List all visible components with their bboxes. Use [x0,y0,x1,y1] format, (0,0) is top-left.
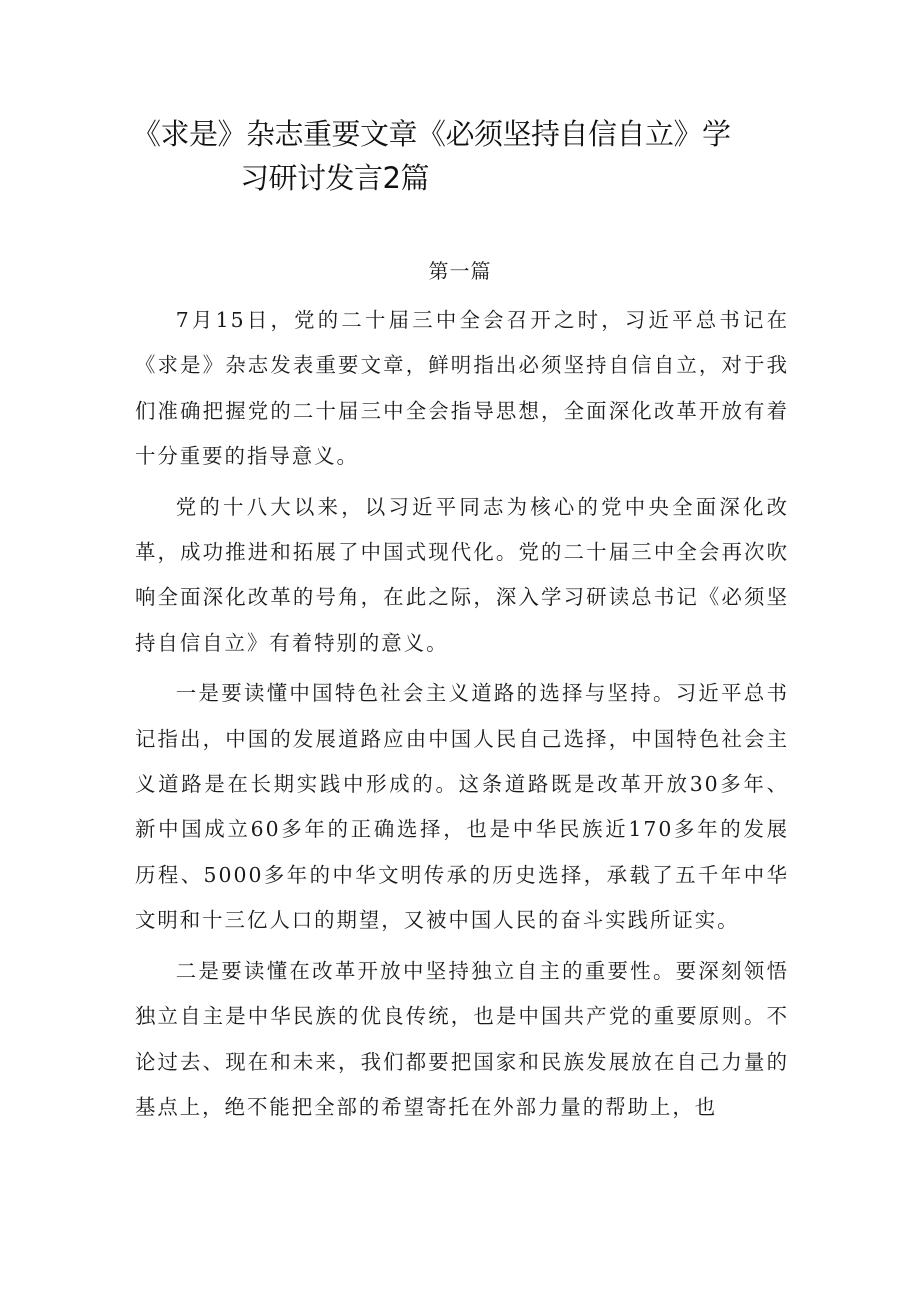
paragraph: 一是要读懂中国特色社会主义道路的选择与坚持。习近平总书记指出，中国的发展道路应由中国人民自己选择，中国特色社会主义道路是在长期实践中形成的。这条道路既是改革开放30多年、新中国成立60多年的正确选择，也是中华民族近170多年的发展历程、5000多年的中华文明传承的历史选择，承载了五千年中华文明和十三亿人口的期望，又被中国人民的奋斗实践所证实。 [135,681,789,933]
paragraph: 党的十八大以来，以习近平同志为核心的党中央全面深化改革，成功推进和拓展了中国式现代化。党的二十届三中全会再次吹响全面深化改革的号角，在此之际，深入学习研读总书记《必须坚持自信自立》有着特别的意义。 [135,494,789,655]
paragraph: 二是要读懂在改革开放中坚持独立自主的重要性。要深刻领悟独立自主是中华民族的优良传统，也是中国共产党的重要原则。不论过去、现在和未来，我们都要把国家和民族发展放在自己力量的基点上，绝不能把全部的希望寄托在外部力量的帮助上，也 [135,958,789,1119]
title-line-1: 《求是》杂志重要文章《必须坚持自信自立》学 [132,117,731,151]
title-line-2: 习研讨发言2篇 [240,161,429,195]
section-heading: 第一篇 [428,259,492,283]
document-body [135,298,789,1130]
document-title [132,112,804,200]
paragraph: 7月15日，党的二十届三中全会召开之时，习近平总书记在《求是》杂志发表重要文章，鲜明指出必须坚持自信自立，对于我们准确把握党的二十届三中全会指导思想，全面深化改革开放有着十分重要的指导意义。 [135,308,789,469]
